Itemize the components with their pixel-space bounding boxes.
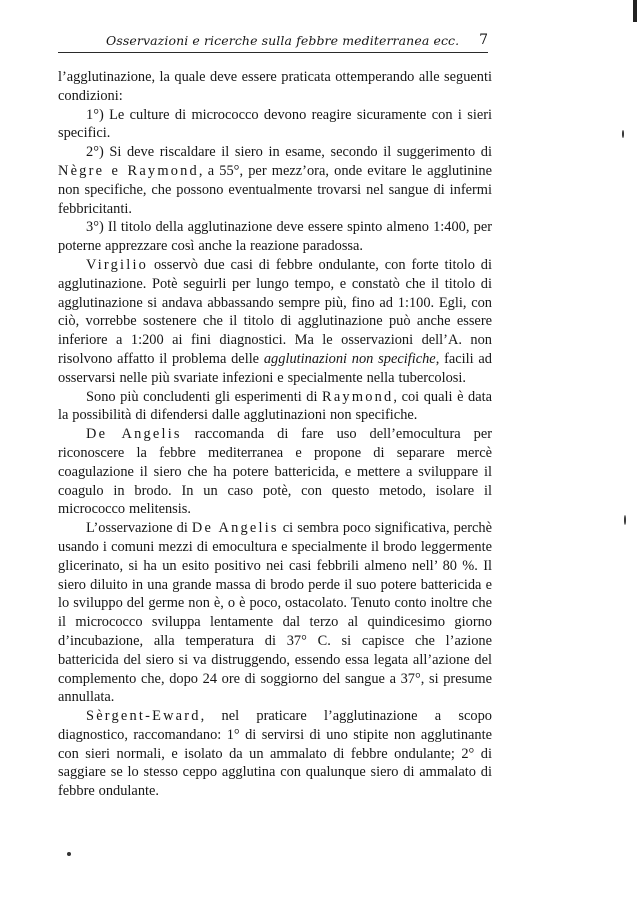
page-number: 7: [479, 32, 488, 48]
paragraph-4: 3°) Il titolo della agglutinazione deve essere spinto almeno 1:400, per poterne apprezzare così anche la reazione paradossa.: [58, 219, 492, 255]
scan-speck: [67, 852, 71, 856]
author-name-virgilio: Virgilio: [86, 256, 149, 273]
author-name-de-angelis: De Angelis: [86, 426, 182, 443]
paragraph-1: l’agglutinazione, la quale deve essere praticata ottemperando alle seguenti condizioni:: [58, 69, 492, 104]
scan-speck: [624, 515, 626, 525]
italic-term: agglutinazioni non specifiche: [263, 350, 436, 367]
author-name-negre-raymond: Nègre e Raymond: [58, 162, 199, 179]
paragraph-6-text-b: , coi quali è data la possibilità di difendersi dalle agglutinazioni non specifiche.: [58, 388, 493, 424]
paragraph-6-text-a: Sono più concludenti gli esperimenti di: [86, 388, 323, 405]
paragraph-2: 1°) Le culture di micrococco devono reagire sicuramente con i sieri specifici.: [58, 106, 492, 142]
paragraph-5-text-b: , facili ad osservarsi nelle più svariate infezioni e specialmente nella tubercolosi.: [58, 350, 493, 386]
paragraph-7: [58, 425, 492, 519]
body-text: [58, 68, 492, 801]
paragraph-5: [58, 256, 492, 388]
scan-speck: [622, 130, 624, 138]
scan-edge-mark: [633, 0, 637, 22]
running-head-title: Osservazioni e ricerche sulla febbre mediterranea ecc.: [106, 33, 460, 48]
paragraph-8-text-a: L’osservazione di: [86, 520, 192, 537]
header-rule: [58, 52, 488, 53]
paragraph-9-text: , nel praticare l’agglutinazione a scopo diagnostico, raccomandano: 1° di servirsi di uno stipite non agglutinante con sieri normali, e isolato da un ammalato di febbre ondulante; 2° di saggiare se lo stesso ceppo agglutina con qualunque siero di ammalato di febbre ondulante.: [58, 708, 492, 800]
author-name-raymond: Raymond: [322, 388, 394, 405]
running-head: [58, 33, 488, 51]
author-name-sergent-eward: Sèrgent-Eward: [86, 708, 201, 725]
paragraph-6: [58, 388, 492, 426]
paragraph-8: [58, 519, 492, 707]
paragraph-8-text-b: ci sembra poco significativa, perchè usando i comuni mezzi di emocultura e specialmente il brodo leggermente glicerinato, si ha un esito positivo nei casi febbrili almeno nell’ 80 %. Il siero diluito in una grande massa di brodo perde il suo potere battericida e lo sviluppo del germe non è, o è poco, ostacolato. Tenuto conto inoltre che il micrococco sviluppa lentamente dal terzo al quindicesimo giorno d’incubazione, alla temperatura di 37° C. si capisce che l’azione battericida del siero si va distruggendo, essendo essa legata all’azione del complemento che, dopo 24 ore di soggiorno del sangue a 37°, si presume annullata.: [58, 520, 492, 706]
paragraph-5-text-a: osservò due casi di febbre ondulante, con forte titolo di agglutinazione. Potè seguirli per lungo tempo, e constatò che il titolo di agglutinazione si andava abbassando sempre più, fino ad 1:100. Egli, con ciò, vorrebbe sostenere che il titolo di agglutinazione può anche essere inferiore a 1:200 ai fini diagnostici. Ma le osservazioni dell’A. non risolvono affatto il problema delle: [58, 256, 492, 367]
paragraph-3: [58, 143, 492, 218]
paragraph-7-text: raccomanda di fare uso dell’emocultura per riconoscere la febbre mediterranea e propone di separare mercè coagulazione il siero che ha potere battericida, e mettere a sviluppare il coagulo in brodo. In un caso potè, con questo metodo, isolare il micrococco melitensis.: [58, 426, 492, 518]
paragraph-3-text-b: , a 55°, per mezz’ora, onde evitare le agglutinine non specifiche, che possono eventualmente trovarsi nel sangue di infermi febbricitanti.: [58, 162, 492, 217]
paragraph-9: [58, 707, 492, 801]
paragraph-3-text-a: 2°) Si deve riscaldare il siero in esame, secondo il suggerimento di: [86, 144, 492, 161]
author-name-de-angelis-2: De Angelis: [191, 520, 279, 537]
